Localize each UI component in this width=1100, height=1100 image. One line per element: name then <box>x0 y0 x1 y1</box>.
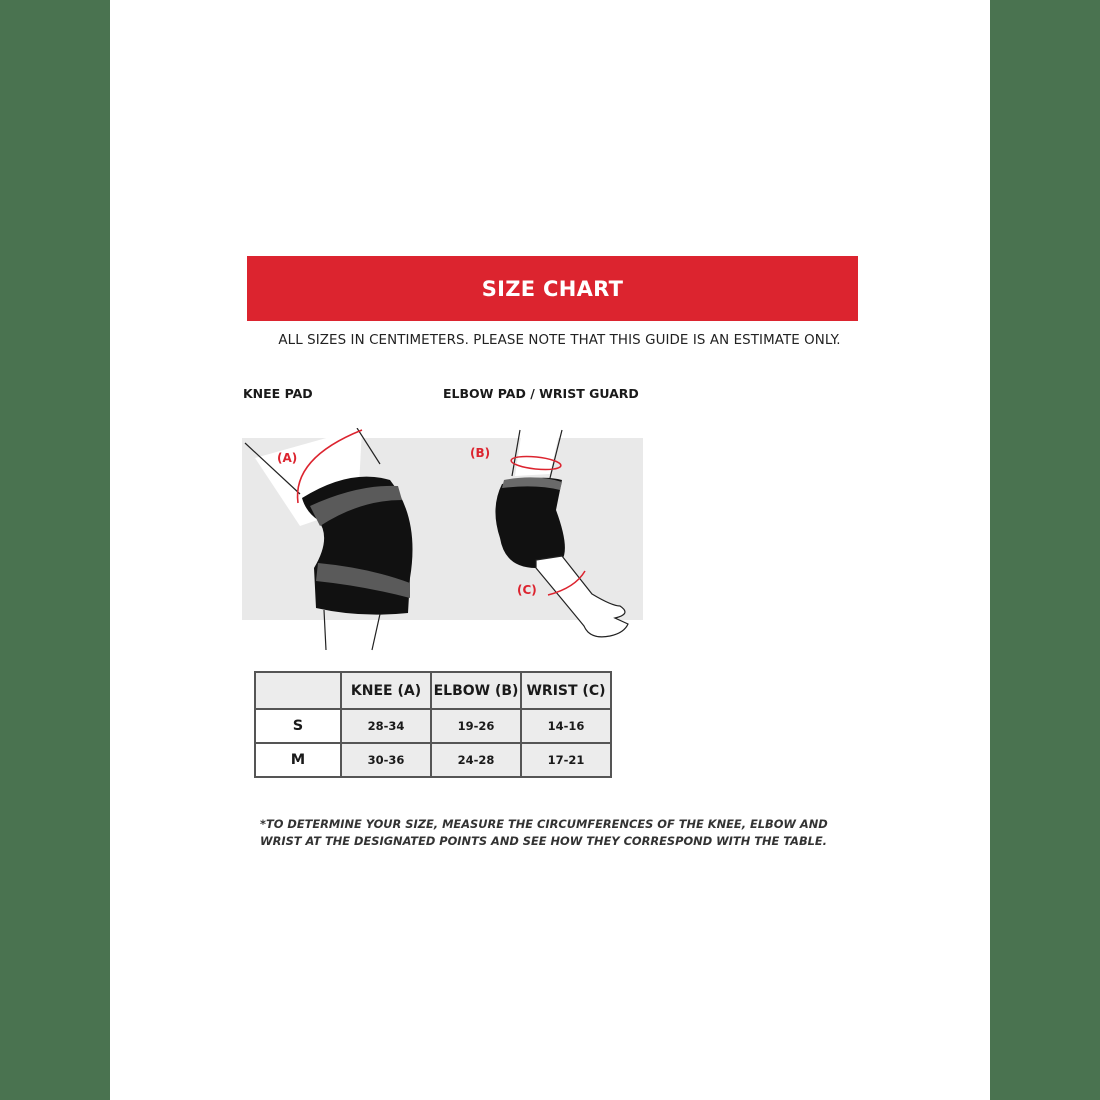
table-header-row <box>255 672 611 709</box>
size-chart-page <box>110 0 990 1100</box>
size-label: S <box>255 709 341 743</box>
elbow-wrist-label: ELBOW PAD / WRIST GUARD <box>443 386 639 401</box>
sizing-footnote: *TO DETERMINE YOUR SIZE, MEASURE THE CIRCUMFERENCES OF THE KNEE, ELBOW AND WRIST AT THE DESIGNATED POINTS AND SEE HOW THEY CORRESPOND WITH THE TABLE. <box>260 817 828 848</box>
elbow-value: 24-28 <box>431 743 521 777</box>
knee-value: 30-36 <box>341 743 431 777</box>
header-empty <box>255 672 341 709</box>
size-label: M <box>255 743 341 777</box>
knee-value: 28-34 <box>341 709 431 743</box>
marker-c: (C) <box>517 583 537 597</box>
measurement-note: ALL SIZES IN CENTIMETERS. PLEASE NOTE THAT THIS GUIDE IS AN ESTIMATE ONLY. <box>278 333 841 348</box>
header-knee: KNEE (A) <box>341 672 431 709</box>
banner-title: SIZE CHART <box>481 276 624 301</box>
size-table <box>254 671 612 778</box>
table-row <box>255 743 611 777</box>
marker-b: (B) <box>470 446 491 460</box>
marker-a: (A) <box>277 451 298 465</box>
wrist-value: 17-21 <box>521 743 611 777</box>
header-elbow: ELBOW (B) <box>431 672 521 709</box>
knee-pad-label: KNEE PAD <box>243 386 313 401</box>
table-row <box>255 709 611 743</box>
wrist-value: 14-16 <box>521 709 611 743</box>
size-chart-banner <box>247 256 858 321</box>
elbow-value: 19-26 <box>431 709 521 743</box>
measurement-illustration <box>240 428 645 653</box>
header-wrist: WRIST (C) <box>521 672 611 709</box>
